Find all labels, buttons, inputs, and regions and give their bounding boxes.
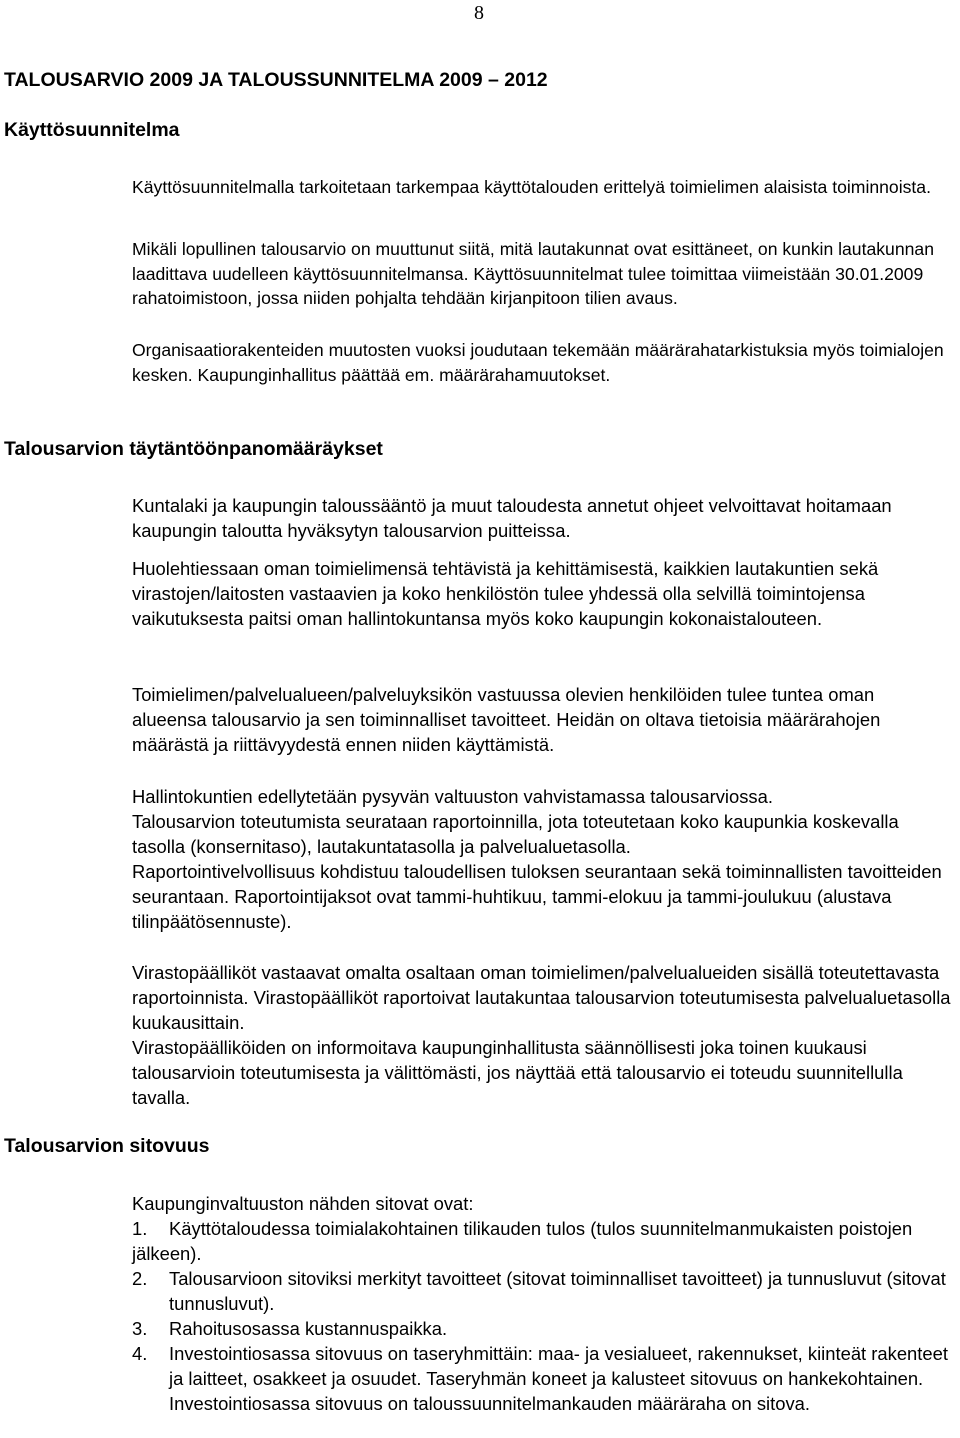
paragraph: Virastopäälliköiden on informoitava kaupunginhallitusta säännöllisesti joka toinen kuukausi talousarvioin toteutumisesta ja välittömästi, jos näyttää että talousarvio ei toteudu suunnitellulla tavalla. xyxy=(132,1037,903,1108)
paragraph: Mikäli lopullinen talousarvio on muuttunut siitä, mitä lautakunnat ovat esittäneet, on kunkin lautakunnan laadittava uudelleen käyttösuunnitelmansa. Käyttösuunnitelmat tulee toimittaa viimeistään 30.01.2009 rahatoimistoon, jossa niiden pohjalta tehdään kirjanpitoon tilien avaus. xyxy=(132,239,934,309)
paragraph: Käyttösuunnitelmalla tarkoitetaan tarkempaa käyttötalouden erittelyä toimielimen alaisista toiminnoista. xyxy=(132,177,931,197)
paragraph: Organisaatiorakenteiden muutosten vuoksi joudutaan tekemään määrärahatarkistuksia myös toimialojen kesken. Kaupunginhallitus päättää em. määrärahamuutokset. xyxy=(132,340,944,385)
list-item xyxy=(132,1316,960,1341)
paragraph-group xyxy=(132,784,952,934)
list-item xyxy=(132,1216,960,1266)
list-text: Talousarvioon sitoviksi merkityt tavoitteet (sitovat toiminnalliset tavoitteet) ja tunnusluvut (sitovat tunnusluvut). xyxy=(169,1268,946,1314)
list-number: 2. xyxy=(132,1268,148,1289)
list-item xyxy=(132,1266,960,1316)
section-heading-taytantoonpano: Talousarvion täytäntöönpanomääräykset xyxy=(4,438,383,460)
paragraph: Virastopäälliköt vastaavat omalta osaltaan oman toimielimen/palvelualueiden sisällä toteutettavasta raportoinnista. Virastopäälliköt raportoivat lautakuntaa talousarvion toteutumisesta palvelualuetasolla kuukausittain. xyxy=(132,962,951,1033)
paragraph: Toimielimen/palvelualueen/palveluyksikön vastuussa olevien henkilöiden tulee tuntea oman alueensa talousarvio ja sen toiminnalliset tavoitteet. Heidän on oltava tietoisia määrärahojen määrästä ja riittävyydestä ennen niiden käyttämistä. xyxy=(132,684,881,755)
binding-intro: Kaupunginvaltuuston nähden sitovat ovat: xyxy=(132,1193,474,1214)
paragraph-group xyxy=(132,960,952,1110)
list-text: Rahoitusosassa kustannuspaikka. xyxy=(169,1318,448,1339)
section-heading-kayttosuunnitelma: Käyttösuunnitelma xyxy=(4,119,180,141)
list-number: 3. xyxy=(132,1318,148,1339)
paragraph: Huolehtiessaan oman toimielimensä tehtävistä ja kehittämisestä, kaikkien lautakuntien sekä virastojen/laitosten vastaavien ja koko henkilöstön tulee yhdessä olla selvillä toimintojensa vaikutuksesta paitsi oman hallintokuntansa myös koko kaupungin kokonaistalouteen. xyxy=(132,558,879,629)
document-title: TALOUSARVIO 2009 JA TALOUSSUNNITELMA 2009 – 2012 xyxy=(4,69,548,91)
list-text: Käyttötaloudessa toimialakohtainen tilikauden tulos (tulos suunnitelmanmukaisten poistojen jälkeen). xyxy=(132,1218,913,1264)
list-number: 4. xyxy=(132,1343,148,1364)
paragraph: Kuntalaki ja kaupungin taloussääntö ja muut taloudesta annetut ohjeet velvoittavat hoitamaan kaupungin taloutta hyväksytyn talousarvion puitteissa. xyxy=(132,495,892,541)
binding-list xyxy=(132,1216,960,1416)
section-heading-sitovuus: Talousarvion sitovuus xyxy=(4,1135,210,1157)
list-item xyxy=(132,1341,960,1416)
list-number: 1. xyxy=(132,1218,148,1239)
paragraph: Raportointivelvollisuus kohdistuu taloudellisen tuloksen seurantaan sekä toiminnallisten tavoitteiden seurantaan. Raportointijaksot ovat tammi-huhtikuu, tammi-elokuu ja tammi-joulukuu (alustava tilinpäätösennuste). xyxy=(132,861,942,932)
paragraph: Talousarvion toteutumista seurataan raportoinnilla, jota toteutetaan koko kaupunkia koskevalla tasolla (konsernitaso), lautakuntatasolla ja palvelualuetasolla. xyxy=(132,811,899,857)
paragraph: Hallintokuntien edellytetään pysyvän valtuuston vahvistamassa talousarviossa. xyxy=(132,786,773,807)
list-text: Investointiosassa sitovuus on taseryhmittäin: maa- ja vesialueet, rakennukset, kiinteät rakenteet ja laitteet, osakkeet ja osuudet. Taseryhmän koneet ja kalusteet sitovuus on hankekohtainen. Investointiosassa sitovuus on taloussuunnitelmankauden määräraha on sitova. xyxy=(169,1343,948,1414)
page-number: 8 xyxy=(474,2,484,24)
